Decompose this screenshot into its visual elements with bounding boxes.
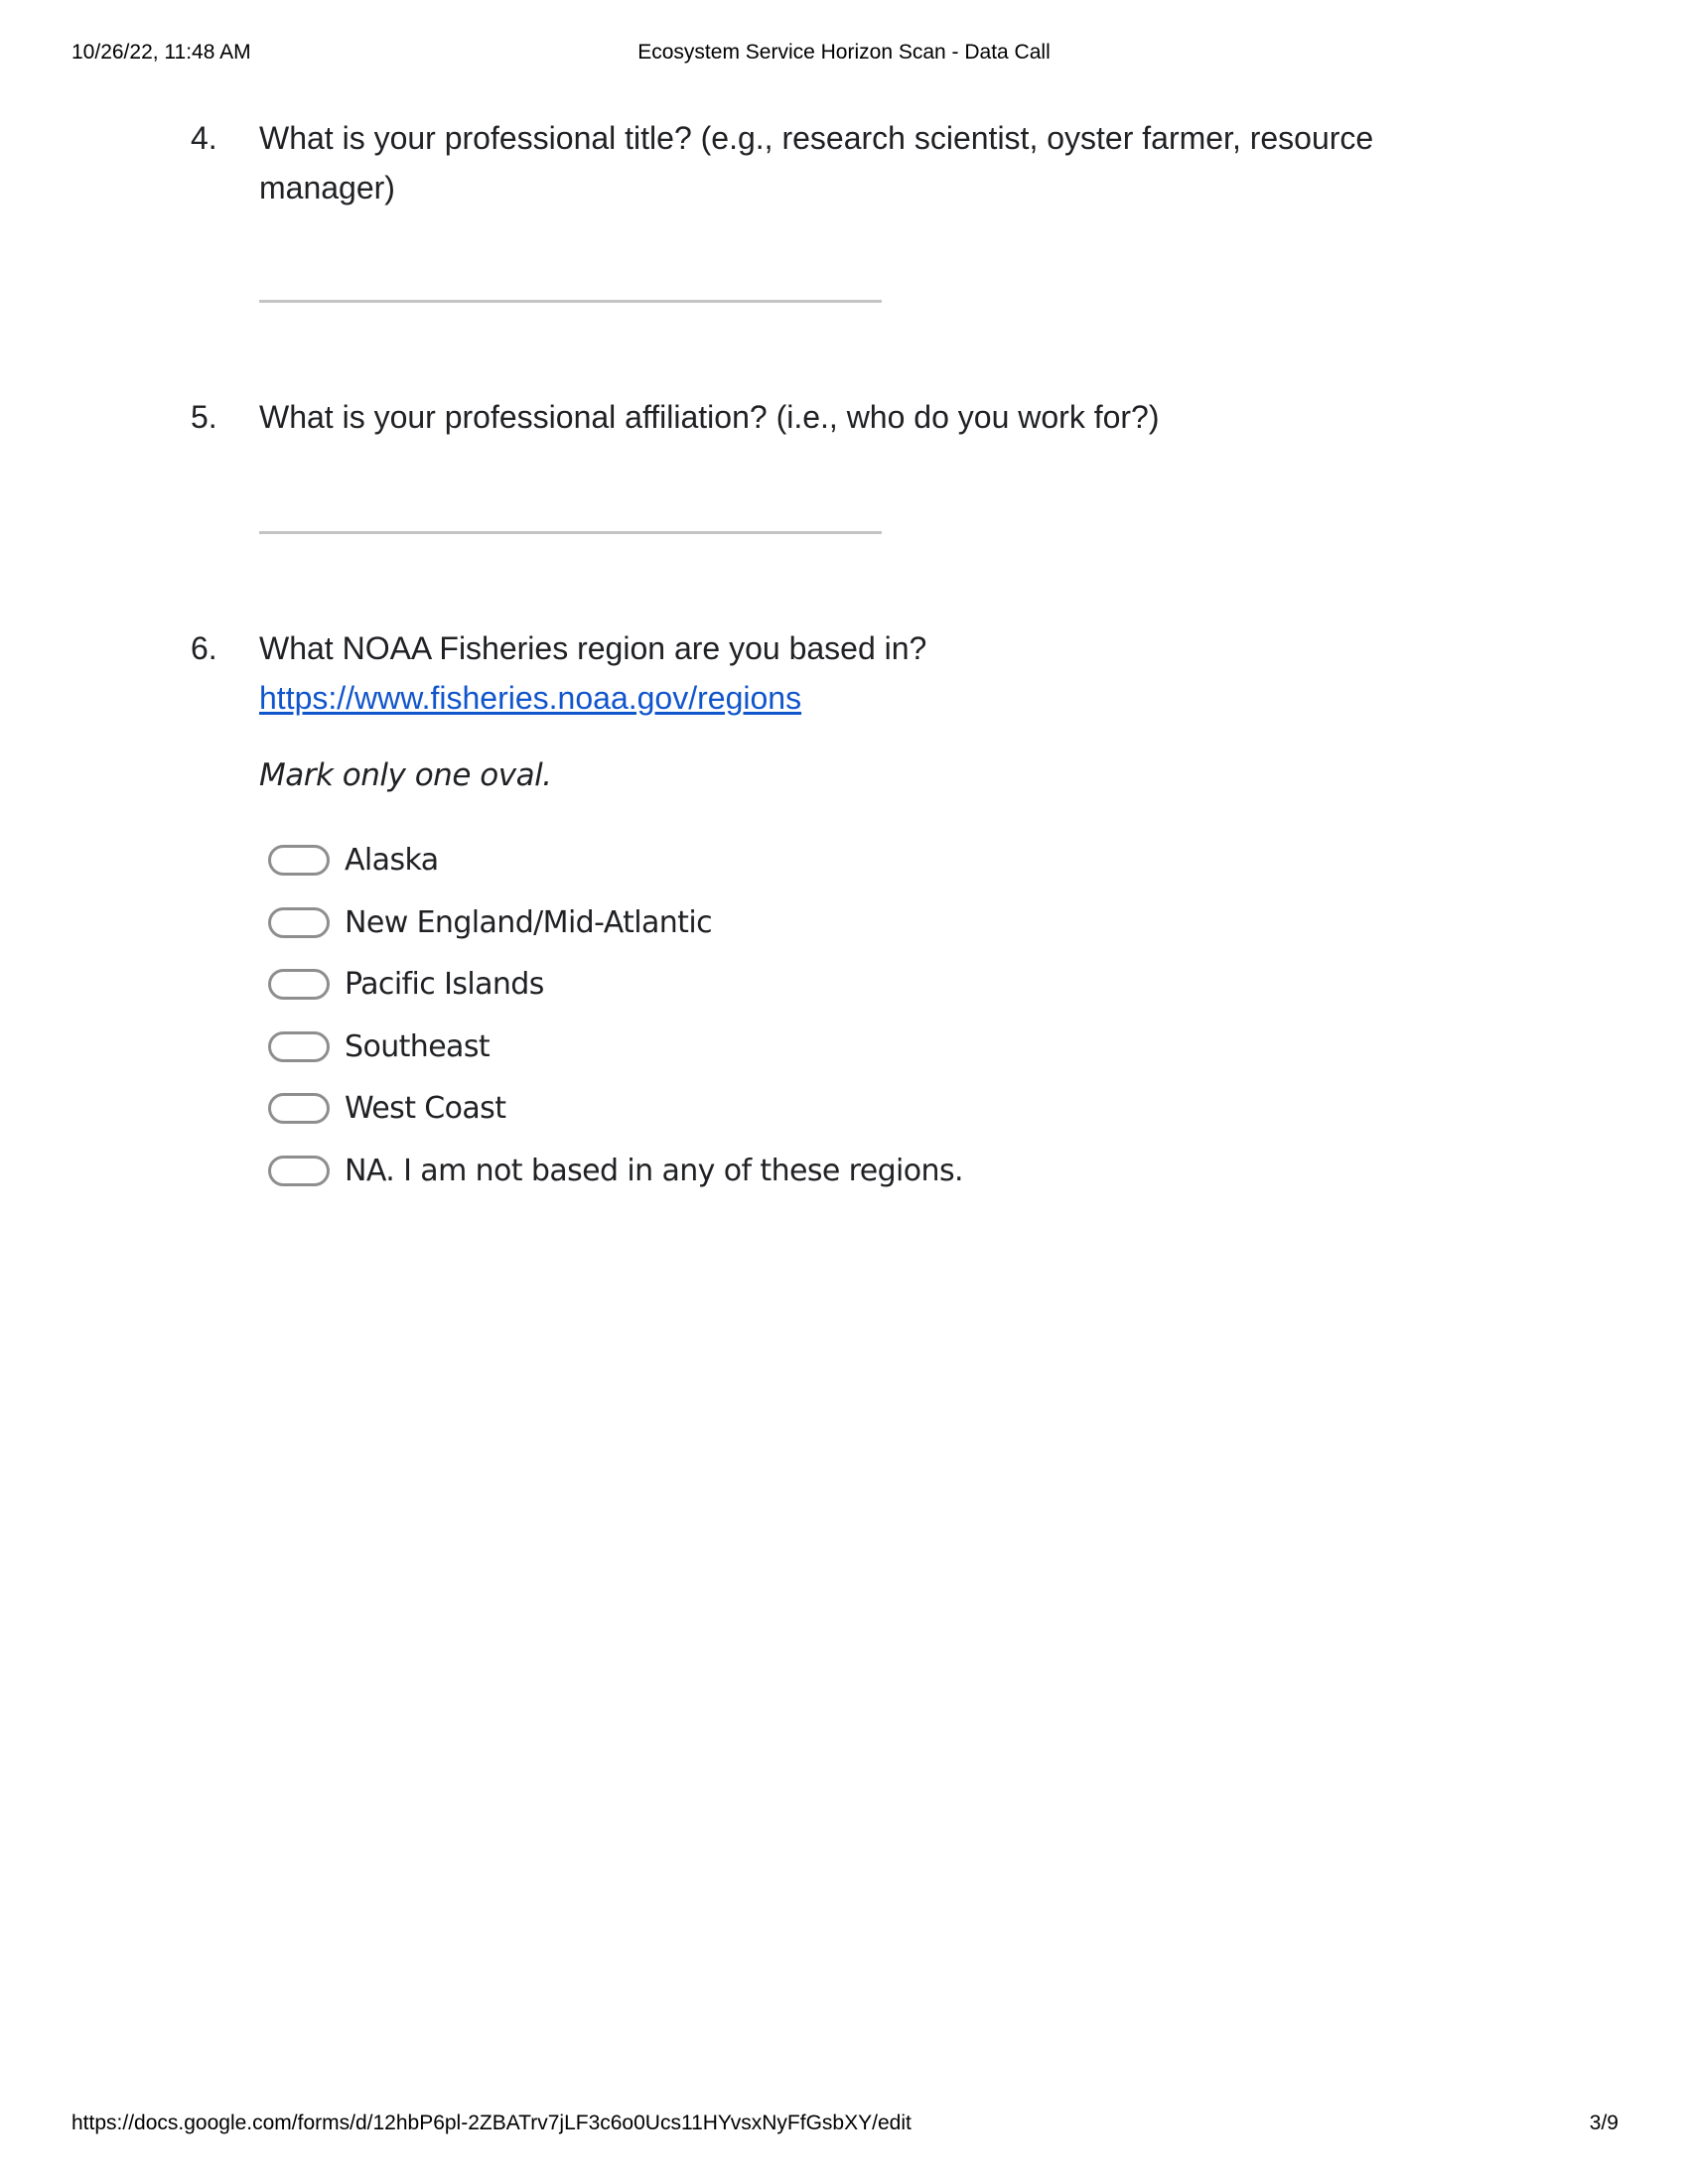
short-answer-field[interactable] — [259, 531, 882, 534]
radio-option[interactable] — [268, 1153, 963, 1215]
print-url: https://docs.google.com/forms/d/12hbP6pl-2ZBATrv7jLF3c6o0Ucs11HYvsxNyFfGsbXY/edit — [71, 2112, 912, 2134]
radio-oval[interactable] — [268, 1156, 330, 1186]
radio-option-label: Southeast — [345, 1028, 491, 1064]
radio-oval[interactable] — [268, 1031, 330, 1062]
regions-link[interactable]: https://www.fisheries.noaa.gov/regions — [259, 680, 802, 716]
radio-option-label: West Coast — [345, 1091, 506, 1126]
question-number: 6. — [191, 630, 217, 666]
radio-option-label: Alaska — [345, 843, 439, 878]
radio-oval[interactable] — [268, 1093, 330, 1124]
document-title: Ecosystem Service Horizon Scan - Data Call — [637, 41, 1051, 64]
question-text-line: manager) — [259, 170, 395, 205]
radio-oval[interactable] — [268, 845, 330, 876]
question-number: 4. — [191, 120, 217, 156]
radio-option[interactable] — [268, 842, 963, 904]
question-instruction: Mark only one oval. — [259, 757, 552, 793]
question-text-line: What NOAA Fisheries region are you based in? — [259, 630, 927, 666]
radio-oval[interactable] — [268, 907, 330, 938]
question-text: What is your professional affiliation? (i.e., who do you work for?) — [259, 399, 1160, 435]
page-number: 3/9 — [1589, 2112, 1618, 2134]
radio-option[interactable] — [268, 1090, 963, 1153]
question-text-line: What is your professional title? (e.g., research scientist, oyster farmer, resource — [259, 120, 1374, 156]
question-text — [259, 113, 1451, 212]
radio-oval[interactable] — [268, 969, 330, 1000]
short-answer-field[interactable] — [259, 300, 882, 303]
question-number: 5. — [191, 399, 217, 435]
radio-option[interactable] — [268, 1028, 963, 1091]
radio-option-label: New England/Mid-Atlantic — [345, 904, 712, 940]
question-text — [259, 623, 1451, 723]
radio-option[interactable] — [268, 966, 963, 1028]
radio-option[interactable] — [268, 904, 963, 967]
radio-option-label: NA. I am not based in any of these regions. — [345, 1153, 963, 1188]
radio-option-label: Pacific Islands — [345, 967, 544, 1002]
print-datetime: 10/26/22, 11:48 AM — [71, 41, 251, 64]
radio-option-list — [268, 842, 963, 1214]
